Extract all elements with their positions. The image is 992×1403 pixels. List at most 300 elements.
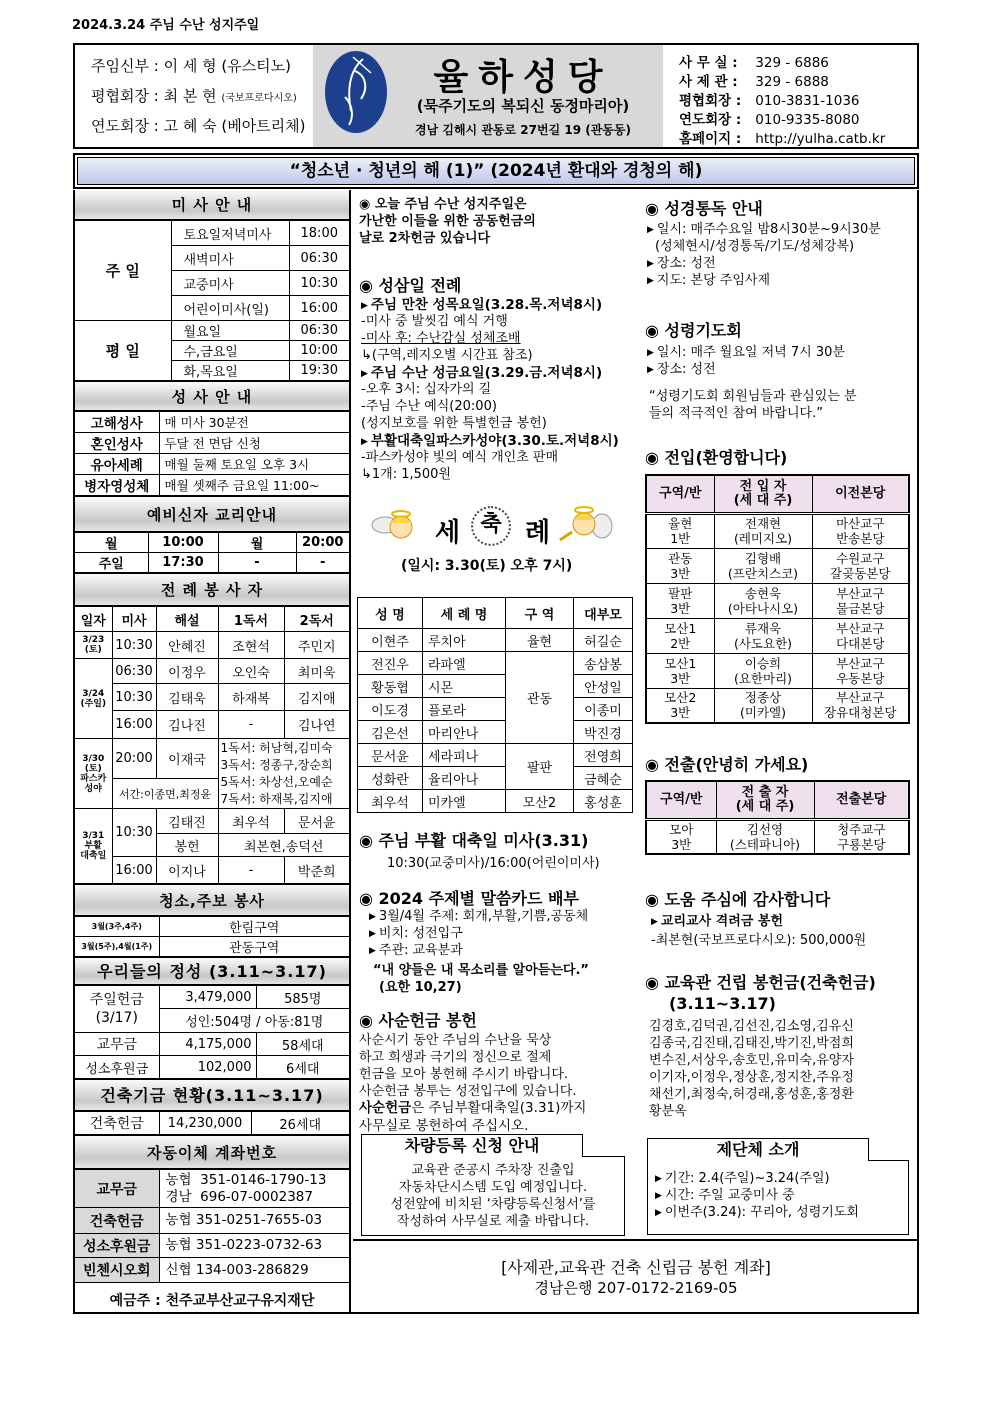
mass-time: 10:30 xyxy=(112,632,156,659)
baptismal-name: 라파엘 xyxy=(423,652,506,675)
col-header: 이전본당 xyxy=(812,475,909,513)
catechumen-row xyxy=(75,553,349,573)
list-line xyxy=(655,1204,859,1221)
contact-row xyxy=(679,70,919,89)
contact-value: 329 - 6886 xyxy=(755,55,829,71)
mass-name: 교중미사 xyxy=(171,271,289,296)
triduum-list xyxy=(361,297,619,484)
mass-time: 20:00 xyxy=(112,739,156,779)
triduum-text: 부활대축일파스카성야(3.30.토.저녁8시) xyxy=(370,433,619,449)
offering-amount: 102,000 xyxy=(159,1056,256,1079)
godparent: 홍성훈 xyxy=(574,790,633,813)
parish: 마산교구 반송본당 xyxy=(812,513,909,548)
donor-line xyxy=(649,1068,854,1085)
easter-mass-times: 10:30(교중미사)/16:00(어린이미사) xyxy=(387,856,600,871)
list-text: 변수진,서상우,송호민,유미숙,유양자 xyxy=(649,1053,854,1068)
list-line xyxy=(649,387,857,404)
donor-line xyxy=(649,1102,854,1119)
list-text: 장소: 성전 xyxy=(656,362,716,377)
bible-reading-title: ◉ 성경통독 안내 xyxy=(645,199,763,218)
contact-row xyxy=(679,89,919,108)
commentator: 김태진 xyxy=(156,809,218,834)
contact-label: 사 제 관 : xyxy=(679,74,738,90)
leader-name: 최 본 현 xyxy=(163,87,217,105)
triduum-text: 주님 수난 성금요일(3.29.금.저녁8시) xyxy=(370,365,603,381)
offerings-table xyxy=(75,985,349,1079)
baptism-row xyxy=(358,767,633,790)
list-text: 채선기,최정숙,허경래,홍성훈,홍정환 xyxy=(649,1087,854,1102)
bullet-icon: ▶ xyxy=(361,301,368,311)
education-hall-title: ◉ 교육관 건립 봉헌금(건축헌금) xyxy=(645,973,876,992)
mass-row xyxy=(75,221,349,246)
move-out-table xyxy=(645,780,910,855)
list-line xyxy=(647,359,845,376)
godparent: 허길순 xyxy=(574,629,633,652)
leader-label: 연도회장 : xyxy=(91,117,159,135)
col-header: 전 입 자 (세 대 주) xyxy=(714,475,812,513)
mass-time: 18:00 xyxy=(289,221,349,246)
thanks-detail: -최본현(국보프로다시오): 500,000원 xyxy=(651,933,867,948)
middle-column xyxy=(353,190,641,1240)
reader-2: 주민지 xyxy=(284,632,349,659)
reader-1: 하재복 xyxy=(218,684,284,711)
right-column xyxy=(641,190,919,1240)
district-group: 모산1 2반 xyxy=(646,618,714,653)
list-line xyxy=(647,237,881,254)
triduum-line xyxy=(361,297,619,314)
triduum-text: -미사 후: 수난감실 성체조배 xyxy=(361,331,521,346)
mass-time: 16:00 xyxy=(289,296,349,321)
mass-name: 월요일 xyxy=(171,321,289,341)
building-count: 26세대 xyxy=(251,1112,349,1135)
reader-1: 조현석 xyxy=(218,632,284,659)
section-title-building-fund: 건축기금 현황(3.11~3.17) xyxy=(75,1079,349,1111)
col-header: 미사 xyxy=(112,607,156,632)
notice-line xyxy=(359,212,536,229)
mass-time: 10:30 xyxy=(112,809,156,857)
list-text: “성령기도회 회원님들과 관심있는 분 xyxy=(649,389,857,404)
section-title-accounts: 자동이체 계좌번호 xyxy=(75,1135,349,1169)
car-registration-text xyxy=(361,1162,625,1230)
district-group: 팔판 3반 xyxy=(646,583,714,618)
parish: 부산교구 다대본당 xyxy=(812,618,909,653)
col-header: 1독서 xyxy=(218,607,284,632)
triduum-text: ↳1개: 1,500원 xyxy=(361,467,452,482)
section-title-sacraments: 성 사 안 내 xyxy=(75,381,349,411)
district-group: 모산1 3반 xyxy=(646,653,714,688)
bullet-icon: ▶ xyxy=(647,225,654,235)
construction-account-number: 경남은행 207-0172-2169-05 xyxy=(534,1279,738,1297)
contact-value: 329 - 6888 xyxy=(755,74,829,90)
sunday-attendance: 585명 xyxy=(256,986,349,1009)
bullet-icon: ▶ xyxy=(647,365,654,375)
sacrament-schedule: 매월 셋째주 금요일 11:00~ xyxy=(159,475,349,496)
lent-line: 사무실로 봉헌하여 주십시오. xyxy=(359,1117,529,1134)
mass-time: 06:30 xyxy=(112,659,156,684)
year-theme-banner: “청소년 · 청년의 해 (1)” (2024년 환대와 경청의 해) xyxy=(73,153,919,189)
bullet-icon: ▶ xyxy=(651,917,658,927)
sacraments-table xyxy=(75,411,349,496)
account-purpose: 빈첸시오회 xyxy=(75,1258,159,1283)
account-row xyxy=(75,1208,349,1234)
thanks-item-label: 교리교사 격려금 봉헌 xyxy=(660,914,783,929)
household-head: 류재욱 (사도요한) xyxy=(714,618,812,653)
donor-line xyxy=(649,1034,854,1051)
list-line xyxy=(369,925,588,942)
word-card-reference: (요한 10,27) xyxy=(379,980,462,995)
triduum-line xyxy=(361,399,619,416)
account-number: 농협 351-0146-1790-13 경남 696-07-0002387 xyxy=(159,1170,349,1208)
triduum-line xyxy=(361,433,619,450)
baptism-row xyxy=(358,698,633,721)
sunday-offering-amount: 3,479,000 xyxy=(159,986,256,1009)
mass-name: 어린이미사(일) xyxy=(171,296,289,321)
sacrament-schedule: 매월 둘째 토요일 오후 3시 xyxy=(159,454,349,475)
mass-time: 10:00 xyxy=(289,341,349,361)
baptism-row xyxy=(358,744,633,767)
triduum-line xyxy=(361,365,619,382)
list-text: 사순헌금 봉투는 성전입구에 있습니다. xyxy=(359,1084,577,1099)
candidate-name: 전진우 xyxy=(358,652,423,675)
list-text: 헌금을 모아 봉헌해 주시기 바랍니다. xyxy=(359,1067,569,1082)
contact-value: 010-9335-8080 xyxy=(755,112,860,128)
parish: 부산교구 우동본당 xyxy=(812,653,909,688)
triduum-text: -미사 중 발씻김 예식 거행 xyxy=(361,314,508,329)
list-line xyxy=(647,271,881,288)
offertory-label: 봉헌 xyxy=(156,834,218,857)
building-amount: 14,230,000 xyxy=(159,1112,251,1135)
account-row xyxy=(75,1170,349,1208)
lent-bold: 사순헌금 xyxy=(359,1100,412,1116)
group-intro-list xyxy=(655,1170,859,1221)
contact-row xyxy=(679,51,919,70)
triduum-line xyxy=(361,416,619,433)
baptismal-name: 루치아 xyxy=(423,629,506,652)
service-date: 3/24 (주일) xyxy=(75,659,112,739)
building-label: 건축헌금 xyxy=(75,1112,159,1135)
contact-label: 사 무 실 : xyxy=(679,55,738,71)
list-line xyxy=(369,942,588,959)
leader-row xyxy=(91,85,313,115)
triduum-line xyxy=(361,348,619,365)
car-line xyxy=(361,1162,625,1179)
vigil-readers xyxy=(218,739,349,809)
lent-line xyxy=(359,1049,586,1066)
commentator: 김태욱 xyxy=(156,684,218,711)
account-holder: 예금주 : 천주교부산교구유지재단 xyxy=(109,1293,315,1309)
col-header: 구역/반 xyxy=(646,781,716,819)
godparent: 송삼봉 xyxy=(574,652,633,675)
account-purpose: 교무금 xyxy=(75,1170,159,1208)
household-head: 정종상 (미카엘) xyxy=(714,688,812,723)
service-date: 3/30 (토) 파스카 성야 xyxy=(75,739,112,809)
spirit-prayer-title: ◉ 성령기도회 xyxy=(645,321,742,340)
contact-value: http://yulha.catb.kr xyxy=(755,131,886,147)
parish: 청주교구 구룡본당 xyxy=(814,819,909,854)
donor-line xyxy=(649,1085,854,1102)
mass-day-label: 주 일 xyxy=(75,221,171,321)
notice-line xyxy=(359,229,536,246)
building-fund-table xyxy=(75,1111,349,1135)
easter-mass-title: ◉ 주님 부활 대축일 미사(3.31) xyxy=(359,831,589,850)
district: 팔판 xyxy=(506,744,574,790)
donor-line xyxy=(649,1051,854,1068)
left-column xyxy=(75,190,351,1312)
triduum-line xyxy=(361,467,619,484)
bullet-icon: ▶ xyxy=(655,1174,662,1184)
lent-line xyxy=(359,1066,586,1083)
list-text: ◉ 오늘 주님 수난 성지주일은 xyxy=(359,197,527,212)
godparent: 박진경 xyxy=(574,721,633,744)
bulletin-body xyxy=(73,190,919,1314)
catechumen-table xyxy=(75,532,349,573)
reader-2: 김나연 xyxy=(284,711,349,739)
section-title-mass: 미 사 안 내 xyxy=(75,190,349,220)
liturgy-servers-table xyxy=(75,606,349,884)
col-header: 일자 xyxy=(75,607,112,632)
service-date: 3/23 (토) xyxy=(75,632,112,659)
sacrament-row xyxy=(75,475,349,496)
mass-time: 19:30 xyxy=(289,361,349,381)
contact-label: 연도회장 : xyxy=(679,112,742,128)
cleaning-table xyxy=(75,916,349,957)
baptismal-name: 율리아나 xyxy=(423,767,506,790)
candidate-name: 김은선 xyxy=(358,721,423,744)
bullet-icon: ▶ xyxy=(361,437,368,447)
col-header: 전출본당 xyxy=(814,781,909,819)
class-time: 10:00 xyxy=(148,533,218,553)
list-text: 김경호,김덕권,김선진,김소영,김유신 xyxy=(649,1019,854,1034)
move-in-row xyxy=(646,548,909,583)
baptism-row xyxy=(358,629,633,652)
list-text: 주관: 교육분과 xyxy=(378,943,463,958)
baptism-row xyxy=(358,721,633,744)
mass-time: 06:30 xyxy=(289,246,349,271)
move-out-row xyxy=(646,819,909,854)
angel-trumpet-icon xyxy=(558,502,613,550)
contact-value: 010-3831-1036 xyxy=(755,93,860,109)
baptismal-name: 세라피나 xyxy=(423,744,506,767)
sacrament-row xyxy=(75,454,349,475)
sacrament-row xyxy=(75,412,349,433)
district: 관동 xyxy=(506,652,574,744)
baptism-row xyxy=(358,652,633,675)
godparent: 금혜순 xyxy=(574,767,633,790)
account-number: 신협 134-003-286829 xyxy=(159,1258,349,1283)
candidate-name: 이도경 xyxy=(358,698,423,721)
mass-schedule-table xyxy=(75,220,349,381)
triduum-line xyxy=(361,450,619,467)
move-in-row xyxy=(646,583,909,618)
account-row xyxy=(75,1258,349,1283)
mass-time: 06:30 xyxy=(289,321,349,341)
spirit-prayer-list xyxy=(647,342,845,376)
district-group: 모산2 3반 xyxy=(646,688,714,723)
sacrament-row xyxy=(75,433,349,454)
mass-name: 토요일저녁미사 xyxy=(171,221,289,246)
col-header: 구역/반 xyxy=(646,475,714,513)
bullet-icon: ▶ xyxy=(647,276,654,286)
list-text: 가난한 이들을 위한 공동헌금의 xyxy=(359,214,536,229)
list-text: 성전앞에 비치된 ‘차량등록신청서’를 xyxy=(390,1197,596,1212)
mass-time: 16:00 xyxy=(112,857,156,884)
contact-row xyxy=(679,127,919,146)
candidate-name: 최우석 xyxy=(358,790,423,813)
sacrament-schedule: 매 미사 30분전 xyxy=(159,412,349,433)
baptism-row xyxy=(358,675,633,698)
list-text: 시간: 주일 교중미사 중 xyxy=(664,1188,795,1203)
class-time: 17:30 xyxy=(148,553,218,573)
bulletin-date: 2024.3.24 주님 수난 성지주일 xyxy=(72,18,260,33)
church-logo-block xyxy=(313,45,663,147)
mass-name: 수,금요일 xyxy=(171,341,289,361)
baptism-row xyxy=(358,790,633,813)
commentator: 안혜진 xyxy=(156,632,218,659)
cleaning-district: 한림구역 xyxy=(159,917,349,937)
education-hall-donors xyxy=(649,1017,854,1119)
bullet-icon: ▶ xyxy=(369,929,376,939)
list-text: 이번주(3.24): 꾸리아, 성령기도회 xyxy=(664,1205,859,1220)
vigil-reader-line: 1독서: 허남혁,김미숙 xyxy=(220,740,333,755)
reader-1: - xyxy=(218,711,284,739)
thanks-item xyxy=(651,910,783,927)
car-registration-title: 차량등록 신청 안내 xyxy=(361,1134,583,1157)
candidate-name: 이현주 xyxy=(358,629,423,652)
baptism-title-left: 세 xyxy=(435,518,461,548)
list-text: 일시: 매주 월요일 저녁 7시 30분 xyxy=(656,345,845,360)
cleaning-week: 3월(5주),4월(1주) xyxy=(75,937,159,957)
triduum-text: 주님 만찬 성목요일(3.28.목.저녁8시) xyxy=(370,297,603,313)
list-line xyxy=(655,1170,859,1187)
celebration-wreath-icon: 축 xyxy=(471,506,511,546)
move-in-row xyxy=(646,618,909,653)
lent-offering-title: ◉ 사순헌금 봉헌 xyxy=(359,1011,477,1030)
catechumen-row xyxy=(75,533,349,553)
move-in-title: ◉ 전입(환영합니다) xyxy=(645,448,788,467)
mass-name: 새벽미사 xyxy=(171,246,289,271)
list-text: 3월/4월 주제: 회개,부활,기쁨,공동체 xyxy=(378,909,589,924)
district-group: 모아 3반 xyxy=(646,819,716,854)
candidate-name: 황동협 xyxy=(358,675,423,698)
godparent: 전영희 xyxy=(574,744,633,767)
leader-label: 평협회장 : xyxy=(91,87,159,105)
angel-left-icon xyxy=(371,505,421,550)
offering-amount: 4,175,000 xyxy=(159,1033,256,1056)
parish: 수원교구 갈곶동본당 xyxy=(812,548,909,583)
household-head: 송현욱 (아타나시오) xyxy=(714,583,812,618)
offering-count: 6세대 xyxy=(256,1056,349,1079)
triduum-title: ◉ 성삼일 전례 xyxy=(359,276,462,295)
list-text: 일시: 매주수요일 밤8시30분~9시30분 xyxy=(656,222,881,237)
triduum-line xyxy=(361,382,619,399)
list-line xyxy=(369,908,588,925)
move-in-row xyxy=(646,688,909,723)
mass-name: 화,목요일 xyxy=(171,361,289,381)
class-day: - xyxy=(218,553,296,573)
lent-offering-text xyxy=(359,1032,586,1135)
reader-2: 박준희 xyxy=(284,857,349,884)
triduum-text: -주님 수난 예식(20:00) xyxy=(361,399,497,414)
move-out-title: ◉ 전출(안녕히 가세요) xyxy=(645,755,809,774)
account-number: 농협 351-0223-0732-63 xyxy=(159,1234,349,1258)
contact-list xyxy=(679,51,919,146)
reader-1: 오인숙 xyxy=(218,659,284,684)
district: 율현 xyxy=(506,629,574,652)
col-header: 해설 xyxy=(156,607,218,632)
list-line xyxy=(649,404,857,421)
list-text: 이기자,이정우,정상훈,정지찬,주유정 xyxy=(649,1070,854,1085)
church-name: 율하성당 xyxy=(433,57,613,98)
vigil-reader-line: 3독서: 정종구,장순희 xyxy=(220,757,333,772)
triduum-line xyxy=(361,314,619,331)
district-group: 율현 1반 xyxy=(646,513,714,548)
account-purpose: 성소후원금 xyxy=(75,1234,159,1258)
car-line xyxy=(361,1196,625,1213)
triduum-line xyxy=(361,331,619,348)
mass-row xyxy=(75,321,349,341)
reader-1: - xyxy=(218,857,284,884)
word-card-title: ◉ 2024 주제별 말씀카드 배부 xyxy=(359,889,579,908)
mass-time: 10:30 xyxy=(112,684,156,711)
list-text: 작성하여 사무실로 제출 바랍니다. xyxy=(396,1214,590,1229)
commentator: 이재국 xyxy=(156,739,218,779)
sacrament-name: 유아세례 xyxy=(75,454,159,475)
col-header: 세 례 명 xyxy=(423,598,506,629)
bullet-icon: ▶ xyxy=(655,1191,662,1201)
col-header: 전 출 자 (세 대 주) xyxy=(716,781,814,819)
praying-mary-logo-icon xyxy=(325,51,387,133)
sacrament-name: 병자영성체 xyxy=(75,475,159,496)
baptismal-name: 미카엘 xyxy=(423,790,506,813)
footer-divider xyxy=(353,1239,919,1241)
move-in-row xyxy=(646,513,909,548)
commentator: 이지나 xyxy=(156,857,218,884)
lent-line xyxy=(359,1083,586,1100)
household-head: 이승희 (요한마리) xyxy=(714,653,812,688)
sacrament-name: 혼인성사 xyxy=(75,433,159,454)
car-line xyxy=(361,1213,625,1230)
reader-2: 문서윤 xyxy=(284,809,349,834)
leader-label: 주임신부 : xyxy=(91,57,159,75)
sacrament-name: 고해성사 xyxy=(75,412,159,433)
commentator: 이정우 xyxy=(156,659,218,684)
move-in-row xyxy=(646,653,909,688)
household-head: 김선영 (스테파니아) xyxy=(716,819,814,854)
list-text: 장소: 성전 xyxy=(656,256,716,271)
church-patron: (묵주기도의 복되신 동정마리아) xyxy=(416,97,630,115)
section-title-offerings: 우리들의 정성 (3.11~3.17) xyxy=(75,957,349,985)
triduum-text: (성지보호를 위한 특별헌금 봉헌) xyxy=(361,416,547,431)
class-day: 월 xyxy=(218,533,296,553)
leaders-list xyxy=(75,45,313,147)
list-text: 김종국,김진태,김태진,박기진,박점희 xyxy=(649,1036,854,1051)
contact-label: 평협회장 : xyxy=(679,93,742,109)
list-text: 하고 희생과 극기의 정신으로 절제 xyxy=(359,1050,552,1065)
candidate-name: 성화란 xyxy=(358,767,423,790)
group-intro-title: 제단체 소개 xyxy=(647,1138,869,1161)
baptismal-name: 플로라 xyxy=(423,698,506,721)
triduum-text: -파스카성야 빛의 예식 개인초 판매 xyxy=(361,450,559,465)
notice-line xyxy=(359,195,536,212)
list-text: (성체현시/성경통독/기도/성체강복) xyxy=(655,239,855,254)
account-purpose: 건축헌금 xyxy=(75,1208,159,1234)
donor-line xyxy=(649,1017,854,1034)
section-title-cleaning: 청소,주보 봉사 xyxy=(75,884,349,916)
sunday-offering-label: 주일헌금 (3/17) xyxy=(75,986,159,1033)
col-header: 2독서 xyxy=(284,607,349,632)
sacrament-schedule: 두달 전 면담 신청 xyxy=(159,433,349,454)
car-line xyxy=(361,1179,625,1196)
